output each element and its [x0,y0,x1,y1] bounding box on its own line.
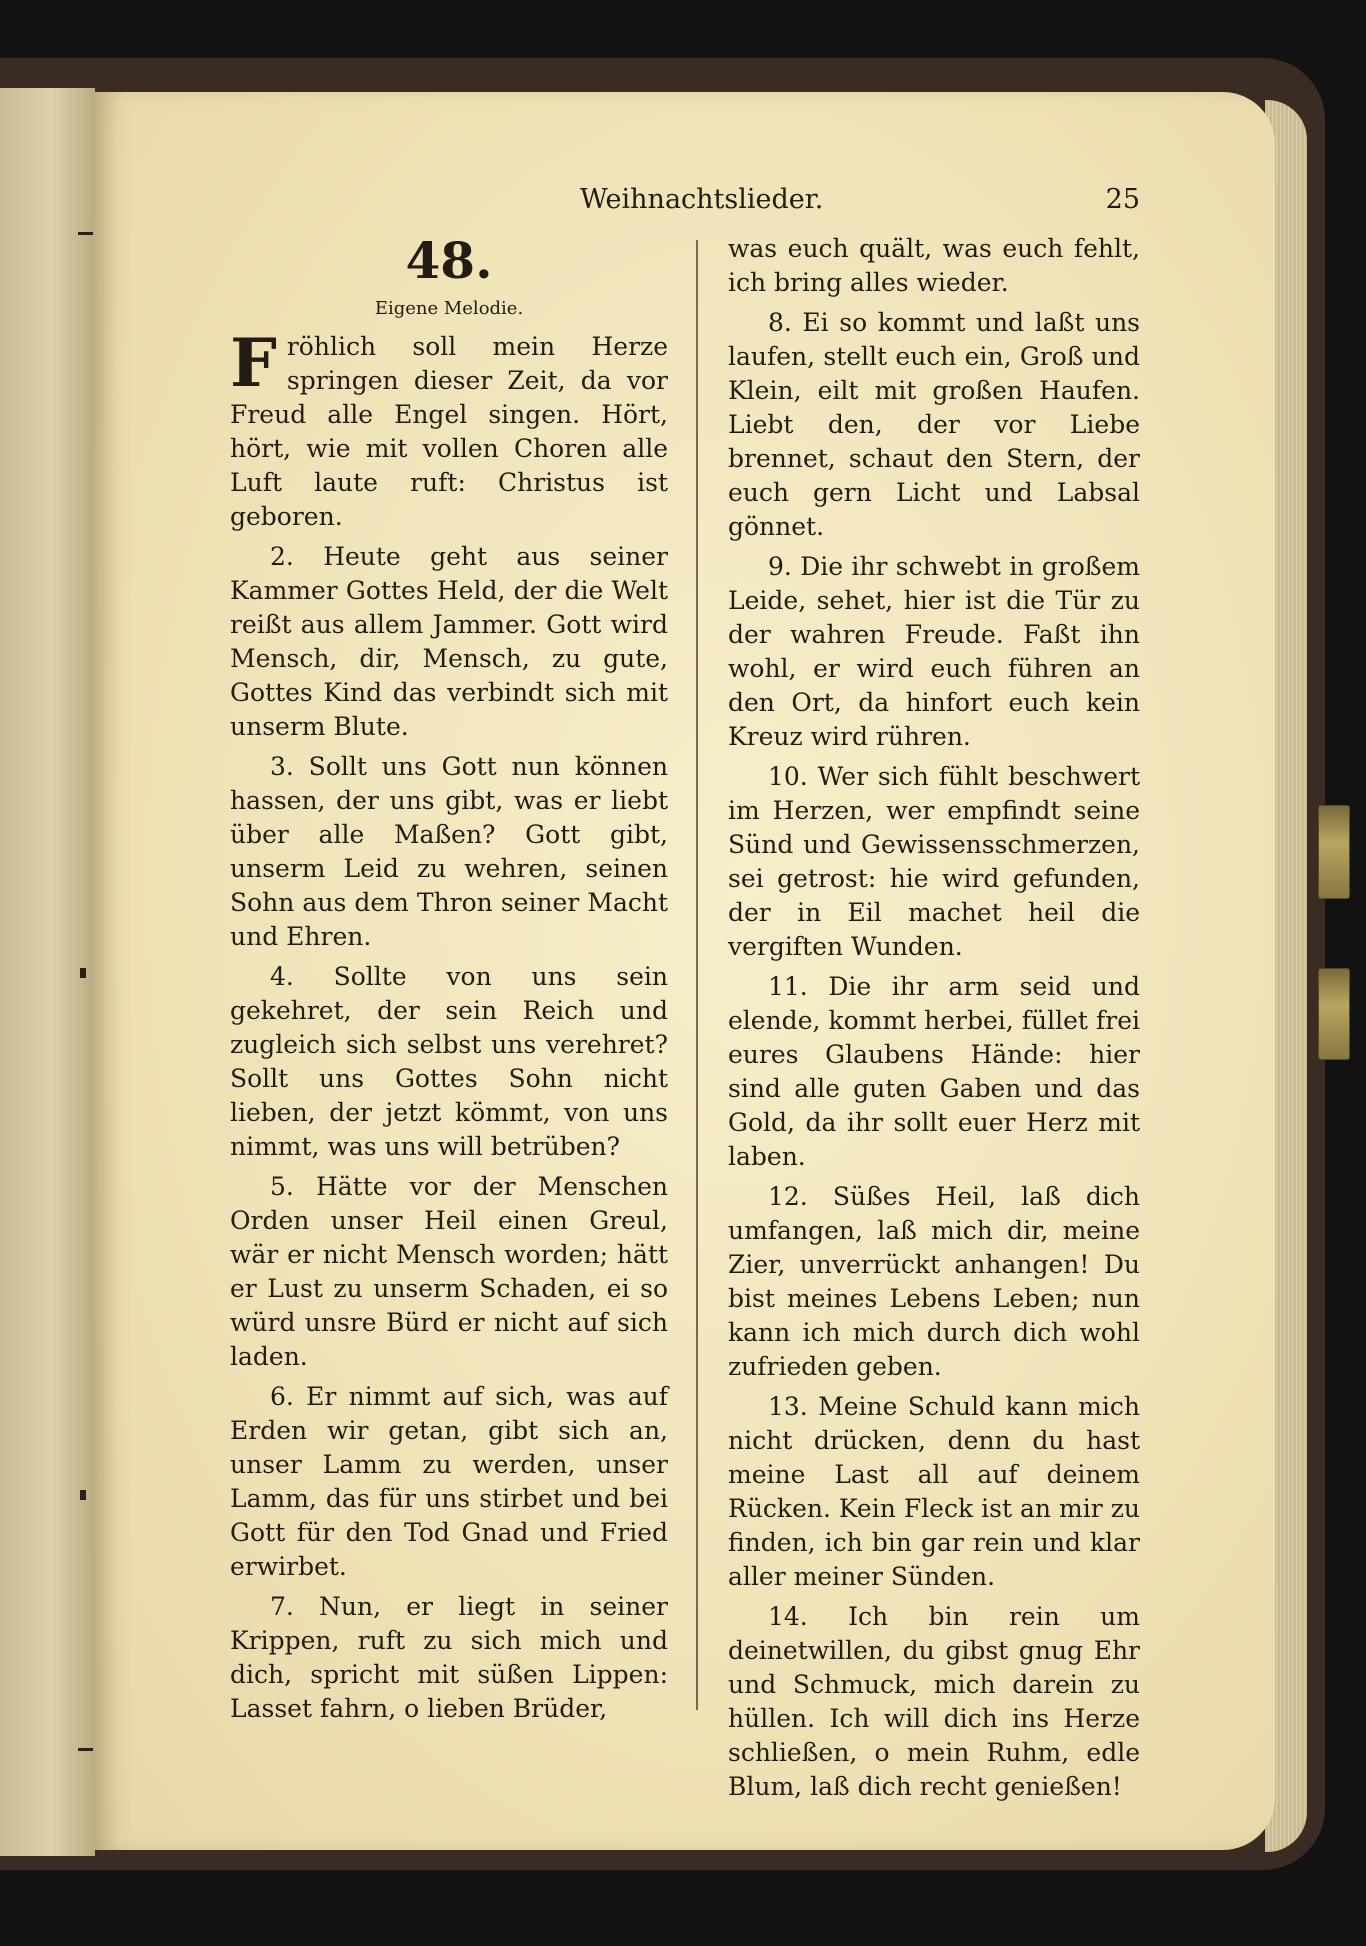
verse: 13. Meine Schuld kann mich nicht drücken, denn du hast meine Last all auf deinem Rücken. Kein Fleck ist an mir zu finden, ich bin gar rein und klar aller meiner Sünden. [728,1392,1140,1591]
verse: 10. Wer sich fühlt beschwert im Herzen, wer empfindt seine Sünd und Gewissensschmerzen, sei getrost: hie wird gefunden, der in Eil machet heil die vergiften Wunden. [728,762,1140,961]
verse: 2. Heute geht aus seiner Kammer Gottes Held, der die Welt reißt aus allem Jammer. Gott wird Mensch, dir, Mensch, zu gute, Gottes Kind das verbindt sich mit unserm Blute. [230,542,668,741]
melody-note: Eigene Melodie. [374,298,524,319]
margin-mark [80,1490,86,1500]
verse: 6. Er nimmt auf sich, was auf Erden wir getan, gibt sich an, unser Lamm zu werden, unser Lamm, das für uns stirbet und bei Gott für den Tod Gnad und Fried erwirbet. [230,1382,668,1581]
verse: 5. Hätte vor der Menschen Orden unser Heil einen Greul, wär er nicht Mensch worden; hätt er Lust zu unserm Schaden, ei so würd unsre Bürd er nicht auf sich laden. [230,1172,668,1371]
margin-mark [80,968,86,978]
hymn-number: 48. [405,231,493,290]
brass-clasp-bottom [1318,968,1350,1060]
verse: 11. Die ihr arm seid und elende, kommt herbei, füllet frei eures Glaubens Hände: hier sind alle guten Gaben und das Gold, da ihr sollt euer Herz mit laben. [728,972,1140,1171]
verse: 3. Sollt uns Gott nun können hassen, der uns gibt, was er liebt über alle Maßen? Gott gibt, unserm Leid zu wehren, seinen Sohn aus dem Thron seiner Macht und Ehren. [230,752,668,951]
running-title: Weihnachtslieder. [580,184,824,215]
brass-clasp-top [1318,805,1350,899]
verse-continuation: was euch quält, was euch fehlt, ich bring alles wieder. [728,234,1140,297]
verse: 8. Ei so kommt und laßt uns laufen, stellt euch ein, Groß und Klein, eilt mit großen Haufen. Liebt den, der vor Liebe brennet, schaut den Stern, der euch gern Licht und Labsal gönnet. [728,308,1140,541]
page-number: 25 [1105,184,1140,215]
verse-1 [230,324,668,534]
verse: 7. Nun, er liegt in seiner Krippen, ruft zu sich mich und dich, spricht mit süßen Lippen: Lasset fahrn, o lieben Brüder, [230,1592,668,1723]
verse-1-text: röhlich soll mein Herze springen dieser Zeit, da vor Freud alle Engel singen. Hört, hört, wie mit vollen Choren alle Luft laute ruft: Christus ist geboren. [230,332,668,531]
verse: 4. Sollte von uns sein gekehret, der sein Reich und zugleich sich selbst uns verehret? Sollt uns Gottes Sohn nicht lieben, der jetzt kömmt, von uns nimmt, was uns will betrüben? [230,962,668,1161]
verse: 9. Die ihr schwebt in großem Leide, sehet, hier ist die Tür zu der wahren Freude. Faßt ihn wohl, er wird euch führen an den Ort, da hinfort euch kein Kreuz wird rühren. [728,552,1140,751]
right-column [728,232,1140,1810]
verse: 12. Süßes Heil, laß dich umfangen, laß mich dir, meine Zier, unverrückt anhangen! Du bist meines Lebens Leben; nun kann ich mich durch dich wohl zufrieden geben. [728,1182,1140,1381]
page-header [0,178,1366,222]
left-column [230,232,668,1732]
verse: 14. Ich bin rein um deinetwillen, du gibst gnug Ehr und Schmuck, mich darein zu hüllen. Ich will dich ins Herze schließen, o mein Ruhm, edle Blum, laß dich recht genießen! [728,1602,1140,1801]
drop-cap: F [230,324,277,402]
column-rule [696,240,698,1710]
